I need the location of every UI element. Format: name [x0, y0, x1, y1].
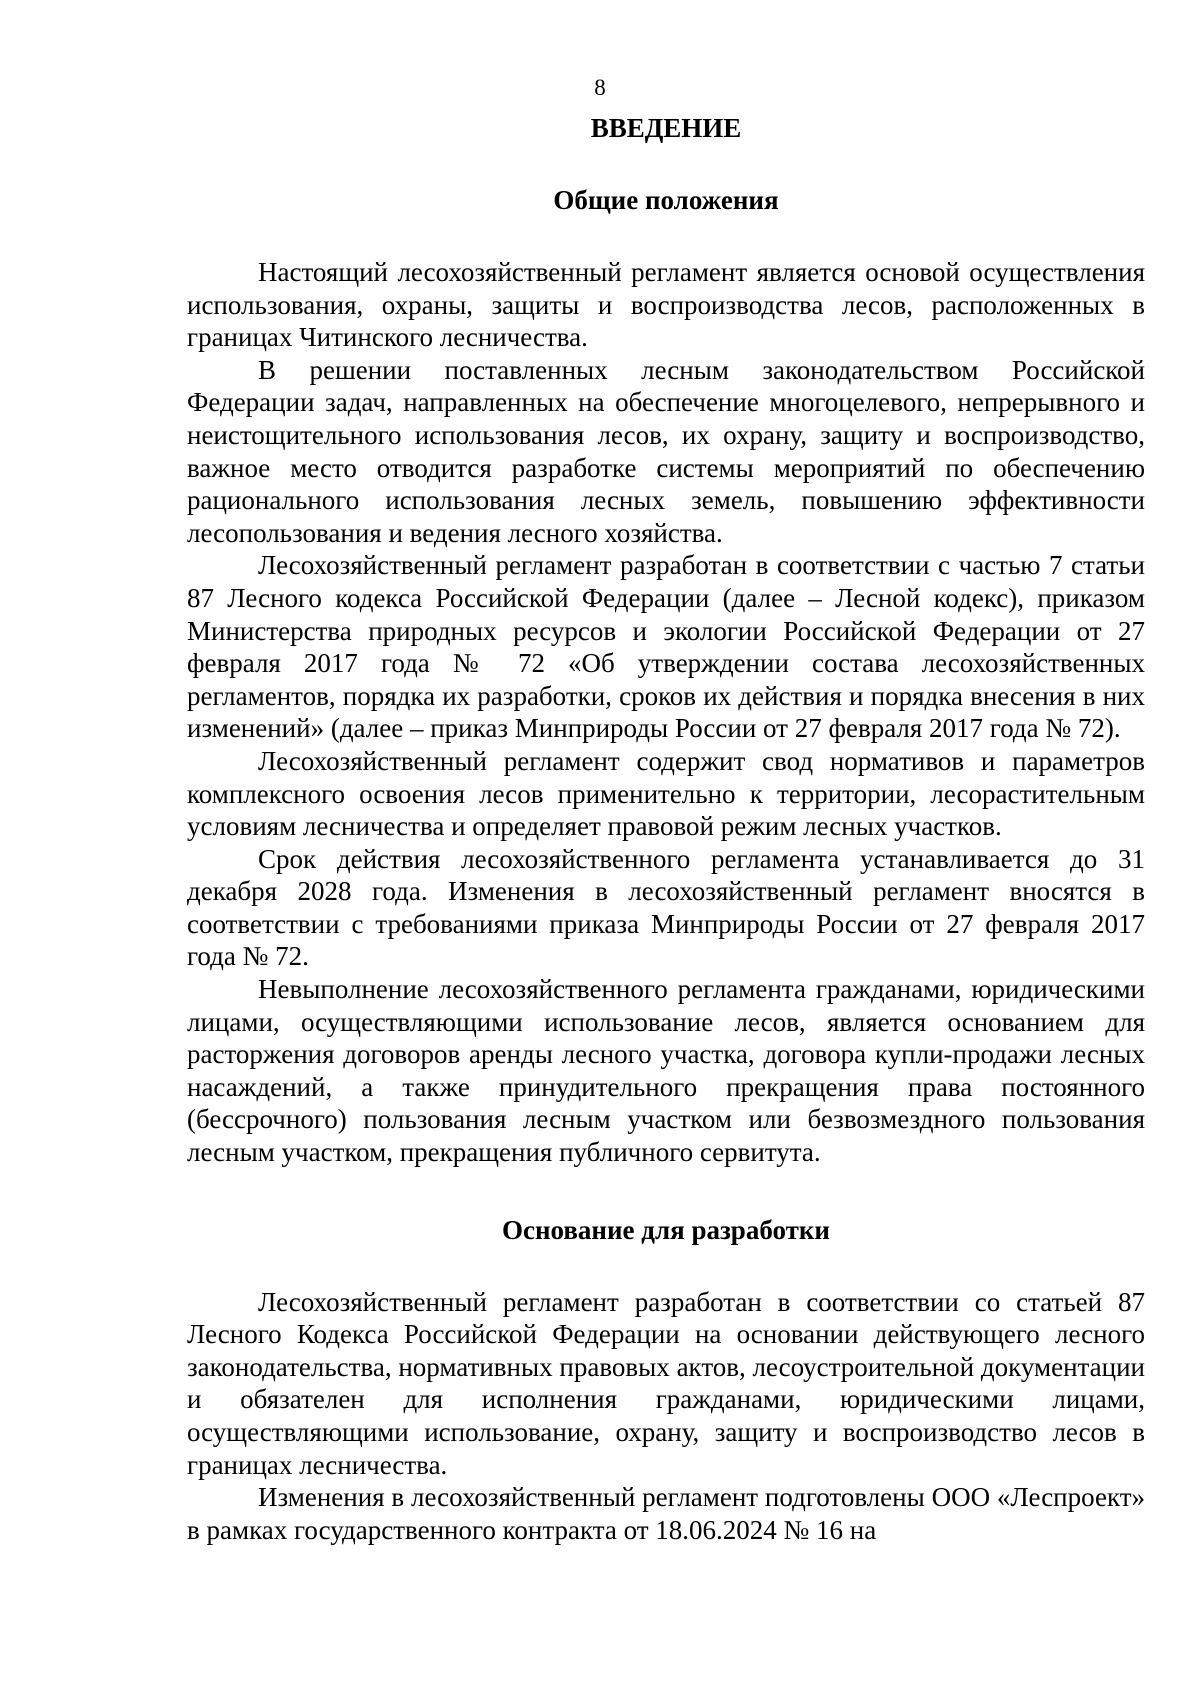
page-content: [187, 112, 1145, 1546]
paragraph: Лесохозяйственный регламент разработан в соответствии со статьей 87 Лесного Кодекса Российской Федерации на основании действующего лесного законодательства, нормативных правовых актов, лесоустроительной документации и обязателен для исполнения гражданами, юридическими лицами, осуществляющими использование, охрану, защиту и воспроизводство лесов в границах лесничества.: [187, 1286, 1145, 1480]
paragraph: Лесохозяйственный регламент содержит свод нормативов и параметров комплексного освоения лесов применительно к территории, лесорастительным условиям лесничества и определяет правовой режим лесных участков.: [187, 745, 1145, 842]
paragraph: Срок действия лесохозяйственного регламента устанавливается до 31 декабря 2028 года. Изменения в лесохозяйственный регламент вносятся в соответствии с требованиями приказа Минприроды России от 27 февраля 2017 года № 72.: [187, 843, 1145, 972]
page-number: 8: [594, 75, 606, 100]
paragraph: Лесохозяйственный регламент разработан в соответствии с частью 7 статьи 87 Лесного кодекса Российской Федерации (далее – Лесной кодекс), приказом Министерства природных ресурсов и экологии Российской Федерации от 27 февраля 2017 года № 72 «Об утверждении состава лесохозяйственных регламентов, порядка их разработки, сроков их действия и порядка внесения в них изменений» (далее – приказ Минприроды России от 27 февраля 2017 года № 72).: [187, 550, 1145, 744]
paragraph: Настоящий лесохозяйственный регламент является основой осуществления использования, охраны, защиты и воспроизводства лесов, расположенных в границах Читинского лесничества.: [187, 257, 1145, 353]
paragraph: Изменения в лесохозяйственный регламент подготовлены ООО «Леспроект» в рамках государственного контракта от 18.06.2024 № 16 на: [187, 1482, 1145, 1545]
section-title-general: Общие положения: [553, 185, 779, 215]
paragraph: В решении поставленных лесным законодательством Российской Федерации задач, направленных на обеспечение многоцелевого, непрерывного и неистощительного использования лесов, их охрану, защиту и воспроизводство, важное место отводится разработке системы мероприятий по обеспечению рационального использования лесных земель, повышению эффективности лесопользования и ведения лесного хозяйства.: [187, 354, 1145, 548]
document-heading: ВВЕДЕНИЕ: [590, 113, 742, 143]
section-title-basis: Основание для разработки: [501, 1214, 830, 1245]
paragraph: Невыполнение лесохозяйственного регламента гражданами, юридическими лицами, осуществляющими использование лесов, является основанием для расторжения договоров аренды лесного участка, договора купли-продажи лесных насаждений, а также принудительного прекращения права постоянного (бессрочного) пользования лесным участком или безвозмездного пользования лесным участком, прекращения публичного сервитута.: [187, 974, 1145, 1168]
